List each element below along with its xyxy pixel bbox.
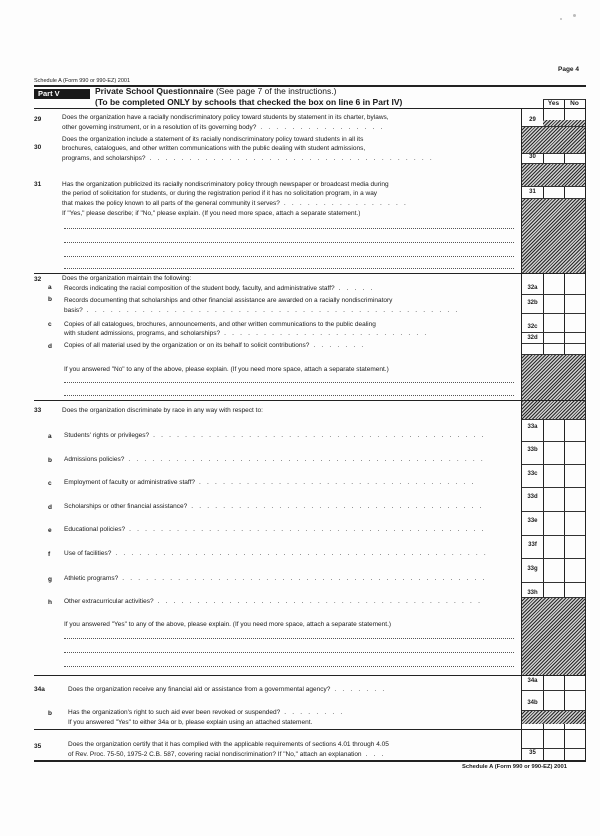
q30-text-line3: programs, and scholarships? . . . . . . . . . . . . . . . . . . . . . . . . . . . . . . . . . . . . (62, 155, 434, 162)
row-rule (522, 354, 585, 355)
q33f-letter: f (48, 551, 51, 558)
q32c-box-label: 32c (527, 324, 538, 330)
q34b-text-content: Has the organization's right to such aid ever been revoked or suspended? (68, 709, 281, 716)
q32c-text-line1: Copies of all catalogues, brochures, announcements, and other written communications to the public dealing (64, 321, 376, 328)
q31-text-line4: If "Yes," please describe; if "No," please explain. (If you need more space, attach a separate statement.) (62, 210, 361, 217)
part-title-note: (See page 7 of the instructions.) (215, 86, 337, 96)
q31-box-label: 31 (529, 189, 536, 195)
q33c-text-content: Employment of faculty or administrative staff? (64, 479, 196, 486)
row-rule (522, 511, 585, 512)
section-rule (34, 675, 586, 676)
q33d-text-content: Scholarships or other financial assistance? (64, 503, 188, 510)
q31-write-line[interactable] (64, 256, 514, 257)
q29-text-line1: Does the organization have a racially nondiscriminatory policy toward students by statement in its charter, bylaws, (62, 114, 389, 121)
footer-schedule-reference: Schedule A (Form 990 or 990-EZ) 2001 (462, 764, 567, 770)
row-rule (522, 343, 585, 344)
q30-text-line2: brochures, catalogues, and other written communications with the public dealing with student admissions, (62, 145, 366, 152)
row-rule (522, 186, 585, 187)
q33a-text: Students' rights or privileges? . . . . . . . . . . . . . . . . . . . . . . . . . . . . . . . . . . . . . . . . . . (64, 432, 486, 439)
q30-box-label: 30 (529, 154, 536, 160)
q33g-text: Athletic programs? . . . . . . . . . . . . . . . . . . . . . . . . . . . . . . . . . . . . . . . . . . . . . . (64, 575, 487, 582)
q33f-text-content: Use of facilities? (64, 550, 112, 557)
q33e-text-content: Educational policies? (64, 526, 126, 533)
page-number: Page 4 (558, 66, 579, 73)
q34a-text-content: Does the organization receive any financial aid or assistance from a governmental agency? (68, 686, 331, 693)
q32b-box-label: 32b (527, 300, 538, 306)
row-rule (522, 441, 585, 442)
q33g-box-label: 33g (527, 566, 538, 572)
q31-write-line[interactable] (64, 268, 514, 269)
q33e-text: Educational policies? . . . . . . . . . . . . . . . . . . . . . . . . . . . . . . . . . . . . . . . . . . . . . (64, 526, 486, 533)
q32d-box-label: 32d (527, 335, 538, 341)
row-rule (522, 690, 585, 691)
schedule-reference: Schedule A (Form 990 or 990-EZ) 2001 (34, 78, 130, 84)
q33-write-line[interactable] (64, 666, 514, 667)
q35-box-label: 35 (529, 750, 536, 756)
q33h-text-content: Other extracurricular activities? (64, 598, 154, 605)
q34b-text: Has the organization's right to such aid ever been revoked or suspended? . . . . . . . . (68, 709, 345, 716)
q34b-note: If you answered "Yes" to either 34a or b, please explain using an attached statement. (68, 719, 313, 726)
q33-explain-instruction: If you answered "Yes" to any of the above, please explain. (If you need more space, attach a separate statement.) (64, 621, 392, 628)
q33h-text: Other extracurricular activities? . . . . . . . . . . . . . . . . . . . . . . . . . . . . . . . . . . . . . . . . . (64, 598, 483, 605)
q32b-text-line2-content: basis? (64, 307, 83, 314)
footer-rule (34, 760, 586, 762)
q35-text-line2: of Rev. Proc. 75-50, 1975-2 C.B. 587, covering racial nondiscrimination? If "No," attach an explanation . . . (68, 751, 386, 758)
shaded-area (522, 164, 585, 186)
q30-text-line3-content: programs, and scholarships? (62, 155, 146, 162)
q32-write-line[interactable] (64, 395, 514, 396)
row-rule (522, 582, 585, 583)
q33c-box-label: 33c (527, 471, 538, 477)
q32d-letter: d (48, 343, 52, 350)
q33b-letter: b (48, 457, 52, 464)
q33a-letter: a (48, 433, 52, 440)
q29-text-line2: other governing instrument, or in a resolution of its governing body? . . . . . . . . . . . . . . . . (62, 124, 385, 131)
q33b-text-content: Admissions policies? (64, 456, 125, 463)
q35-number: 35 (34, 743, 42, 750)
row-rule (522, 710, 585, 711)
shaded-area (522, 597, 585, 675)
row-rule (522, 126, 585, 127)
q32a-text-content: Records indicating the racial composition of the student body, faculty, and administrative staff? (64, 285, 335, 292)
q33h-box-label: 33h (527, 590, 538, 596)
shaded-area (522, 126, 585, 153)
section-rule (34, 400, 586, 401)
q33a-text-content: Students' rights or privileges? (64, 432, 150, 439)
q32a-box-label: 32a (527, 285, 538, 291)
part-label: Part V (34, 89, 90, 99)
row-rule (522, 163, 585, 164)
row-rule (522, 535, 585, 536)
q33d-box-label: 33d (527, 494, 538, 500)
q33d-letter: d (48, 504, 52, 511)
q31-write-line[interactable] (64, 228, 514, 229)
row-rule (522, 597, 585, 598)
shaded-area (522, 710, 585, 724)
q33f-text: Use of facilities? . . . . . . . . . . . . . . . . . . . . . . . . . . . . . . . . . . . . . . . . . . . . . . . (64, 550, 488, 557)
q33d-text: Scholarships or other financial assistance? . . . . . . . . . . . . . . . . . . . . . . . . . . . . . . . . . . . . . (64, 503, 484, 510)
q33-number: 33 (34, 407, 42, 414)
q30-number: 30 (34, 144, 42, 151)
q29-box-label: 29 (529, 117, 536, 123)
q33b-text: Admissions policies? . . . . . . . . . . . . . . . . . . . . . . . . . . . . . . . . . . . . . . . . . . . . . (64, 456, 485, 463)
q31-text-line1: Has the organization publicized its racially nondiscriminatory policy through newspaper or broadcast media during (62, 181, 389, 188)
q32-intro: Does the organization maintain the following: (62, 275, 192, 282)
q32-write-line[interactable] (64, 382, 514, 383)
q31-write-line[interactable] (64, 242, 514, 243)
q32c-text-line2: with student admissions, programs, and scholarships? . . . . . . . . . . . . . . . . . . . . . . . . . . (64, 330, 429, 337)
q34a-number: 34a (34, 686, 45, 693)
q33c-letter: c (48, 480, 52, 487)
row-rule (522, 313, 585, 314)
row-rule (522, 419, 585, 420)
part-title-main: Private School Questionnaire (95, 86, 214, 96)
q32b-text-line1: Records documenting that scholarships and other financial assistance are awarded on a racially nondiscriminatory (64, 297, 393, 304)
q32b-text-line2: basis? . . . . . . . . . . . . . . . . . . . . . . . . . . . . . . . . . . . . . . . . . . . . . . . (64, 307, 460, 314)
q35-text-line1: Does the organization certify that it has complied with the applicable requirements of sections 4.01 through 4.05 (68, 741, 389, 748)
q33e-letter: e (48, 527, 52, 534)
part-rule (34, 108, 586, 109)
scan-mark (560, 18, 562, 20)
row-rule (522, 748, 585, 749)
q31-text-line3: that makes the policy known to all parts of the general community it serves? . . . . . . . . . . . . . . . . (62, 200, 409, 207)
q31-number: 31 (34, 181, 42, 188)
q32b-letter: b (48, 296, 52, 303)
q33-write-line[interactable] (64, 638, 514, 639)
q32a-text: Records indicating the racial composition of the student body, faculty, and administrative staff? . . . . . (64, 285, 375, 292)
row-rule (522, 487, 585, 488)
q33h-letter: h (48, 599, 52, 606)
q33g-letter: g (48, 576, 52, 583)
q33a-box-label: 33a (527, 424, 538, 430)
row-rule (522, 294, 585, 295)
part-subtitle: (To be completed ONLY by schools that checked the box on line 6 in Part IV) (95, 97, 403, 107)
q35-text-line2-content: of Rev. Proc. 75-50, 1975-2 C.B. 587, covering racial nondiscrimination? If "No," attach an explanation (68, 751, 362, 758)
no-column-header: No (570, 100, 579, 107)
q32d-text: Copies of all material used by the organization or on its behalf to solicit contributions? . . . . . . . (64, 342, 366, 349)
q33-write-line[interactable] (64, 652, 514, 653)
q34b-letter: b (48, 710, 52, 717)
row-rule (522, 198, 585, 199)
scan-mark (573, 14, 576, 17)
row-rule (522, 558, 585, 559)
q32c-letter: c (48, 321, 52, 328)
q32-explain-instruction: If you answered "No" to any of the above, please explain. (If you need more space, attach a separate statement.) (64, 366, 389, 373)
q33e-box-label: 33e (527, 518, 538, 524)
q29-number: 29 (34, 116, 42, 123)
column-line (585, 99, 586, 760)
row-rule (522, 153, 585, 154)
shaded-area (522, 354, 585, 419)
row-rule (522, 464, 585, 465)
q34a-text: Does the organization receive any financial aid or assistance from a governmental agency? . . . . . . . (68, 686, 387, 693)
q32d-text-content: Copies of all material used by the organization or on its behalf to solicit contributions? (64, 342, 310, 349)
q34b-box-label: 34b (527, 700, 538, 706)
q33c-text: Employment of faculty or administrative staff? . . . . . . . . . . . . . . . . . . . . . . . . . . . . . . . . . . . (64, 479, 476, 486)
q33f-box-label: 33f (528, 542, 537, 548)
q30-text-line1: Does the organization include a statement of its racially nondiscriminatory policy toward students in all its (62, 136, 364, 143)
q29-text-line2-content: other governing instrument, or in a resolution of its governing body? (62, 124, 257, 131)
q33g-text-content: Athletic programs? (64, 575, 119, 582)
q32a-letter: a (48, 284, 52, 291)
yes-column-header: Yes (547, 100, 560, 107)
shaded-area (522, 198, 585, 273)
q32-number: 32 (34, 276, 42, 283)
q33b-box-label: 33b (527, 447, 538, 453)
q34a-box-label: 34a (527, 678, 538, 684)
q31-text-line2: the period of solicitation for students, or during the registration period if it has no solicitation program, in a way (62, 190, 378, 197)
q33-intro: Does the organization discriminate by race in any way with respect to: (62, 407, 263, 414)
section-rule (34, 729, 586, 730)
part-title (95, 86, 336, 96)
row-rule (522, 332, 585, 333)
q31-text-line3-content: that makes the policy known to all parts of the general community it serves? (62, 200, 280, 207)
q32c-text-line2-content: with student admissions, programs, and scholarships? (64, 330, 221, 337)
yes-answer-29[interactable] (543, 108, 544, 126)
